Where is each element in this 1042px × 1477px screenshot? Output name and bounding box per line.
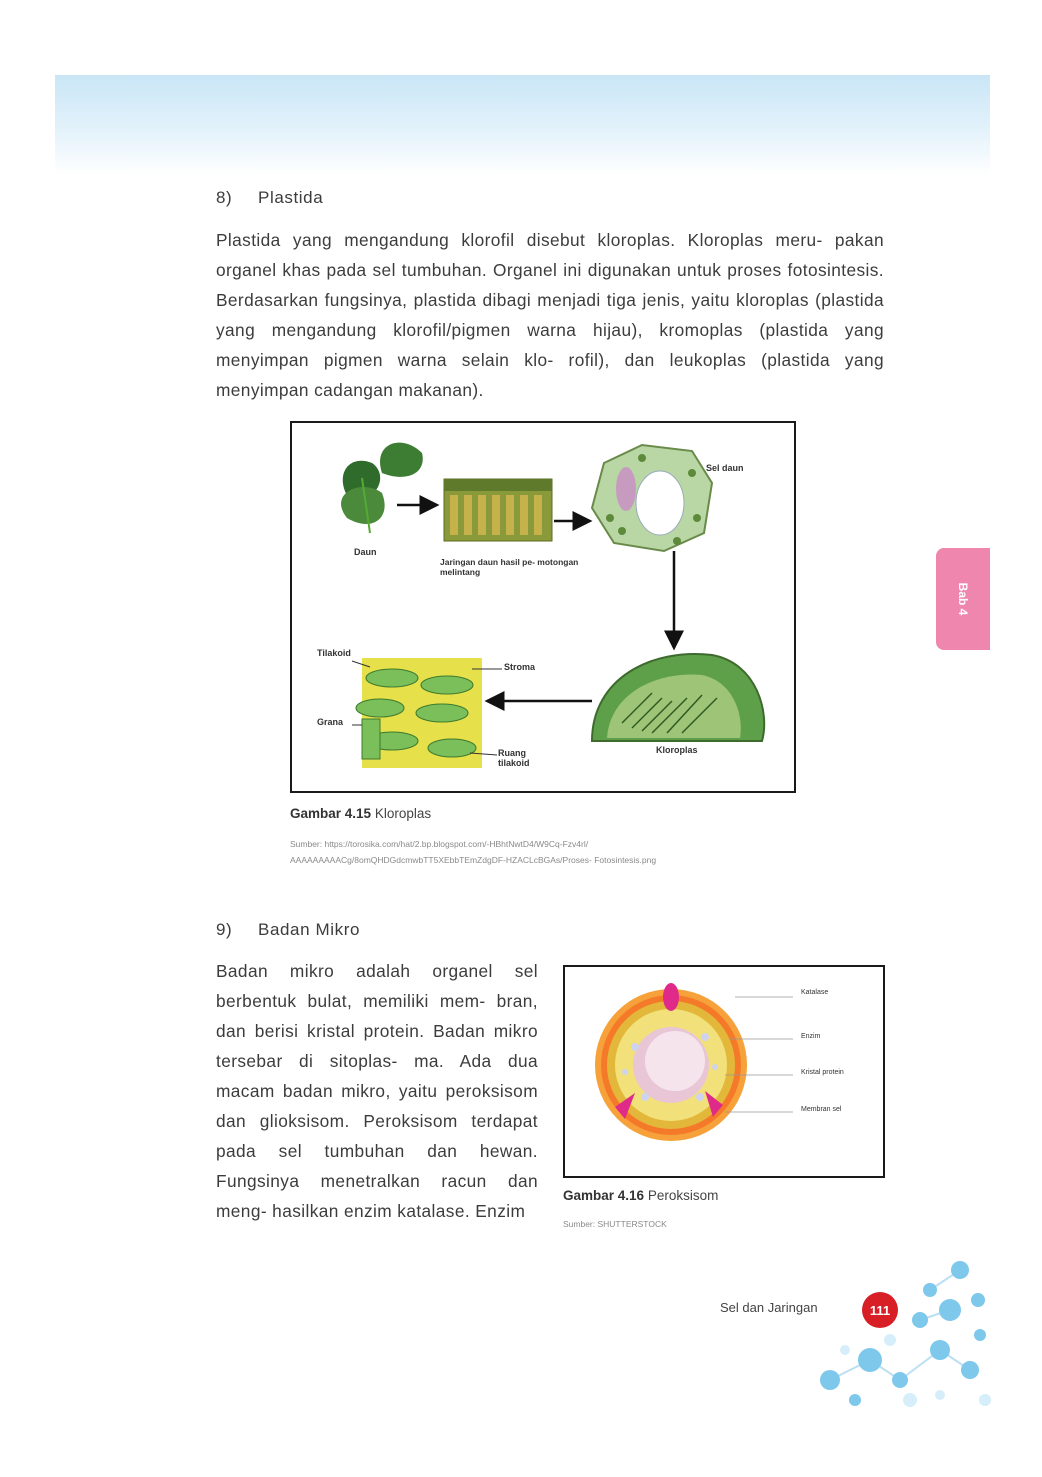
- label-jaringan: Jaringan daun hasil pe- motongan melintang: [440, 557, 579, 577]
- paragraph-badan-mikro: Badan mikro adalah organel sel berbentuk bulat, memiliki mem- bran, dan berisi kristal protein. Badan mikro tersebar di sitoplas- ma. Ada dua macam badan mikro, yaitu peroksisom dan glioksisom. Peroksisom terdapat pada sel tumbuhan dan hewan. Fungsinya menetralkan racun dan meng- hasilkan enzim katalase. Enzim: [216, 961, 538, 1221]
- molecule-decoration: [800, 1250, 995, 1410]
- caption-number: Gambar 4.15: [290, 806, 372, 821]
- header-band: [55, 75, 990, 175]
- caption-title: Kloroplas: [374, 806, 432, 821]
- leaf-tissue-illustration: [444, 479, 552, 541]
- label-ruang-tilakoid: Ruang tilakoid: [498, 748, 530, 768]
- label-daun: Daun: [354, 547, 377, 557]
- footer-chapter-title: Sel dan Jaringan: [720, 1300, 818, 1315]
- label-grana: Grana: [317, 717, 344, 727]
- label-enzim: Enzim: [801, 1033, 821, 1040]
- label-stroma: Stroma: [504, 662, 536, 672]
- leaf-cell-illustration: [592, 445, 712, 551]
- label-sel-daun: Sel daun: [706, 463, 744, 473]
- chloroplast-illustration: [592, 654, 764, 741]
- figure-caption-415: [290, 806, 431, 821]
- section-title: Badan Mikro: [258, 920, 361, 939]
- figure-source-416: Sumber: SHUTTERSTOCK: [563, 1219, 667, 1229]
- figure-peroksisom: [563, 965, 885, 1178]
- kloroplas-diagram: [292, 423, 794, 791]
- caption-title: Peroksisom: [647, 1188, 719, 1203]
- figure-source-415: Sumber: https://torosika.com/hat/2.bp.blogspot.com/-HBhtNwtD4/W9Cq-Fzv4rl/ AAAAAAAAACg/8omQHDGdcmwbTT5XEbbTEmZdgDF-HZACLcBGAs/Proses- Fotosintesis.png: [290, 839, 657, 865]
- figure-caption-416: [563, 1188, 718, 1203]
- section-number: 9): [216, 920, 233, 939]
- section-title: Plastida: [258, 188, 324, 207]
- thylakoid-illustration: [356, 658, 482, 768]
- page-number: 111: [862, 1292, 898, 1328]
- label-tilakoid: Tilakoid: [317, 648, 351, 658]
- label-membran-sel: Membran sel: [801, 1106, 842, 1113]
- label-katalase: Katalase: [801, 989, 829, 996]
- label-kloroplas: Kloroplas: [656, 745, 698, 755]
- paragraph-plastida: Plastida yang mengandung klorofil disebut kloroplas. Kloroplas meru- pakan organel khas pada sel tumbuhan. Organel ini digunakan untuk proses fotosintesis. Berdasarkan fungsinya, plastida dibagi menjadi tiga jenis, yaitu kloroplas (plastida yang mengandung klorofil/pigmen warna hijau), kromoplas (plastida yang menyimpan pigmen warna selain klo- rofil), dan leukoplas (plastida yang menyimpan cadangan makanan).: [216, 230, 884, 400]
- chapter-side-tab: [936, 548, 990, 650]
- section-number: 8): [216, 188, 233, 207]
- section-heading-badan-mikro: [216, 920, 360, 940]
- label-kristal-protein: Kristal protein: [801, 1069, 844, 1076]
- figure-kloroplas: [290, 421, 796, 793]
- caption-number: Gambar 4.16: [563, 1188, 645, 1203]
- chapter-tab-label: Bab 4: [956, 582, 970, 616]
- section-heading-plastida: [216, 188, 323, 208]
- leaf-illustration: [341, 443, 423, 533]
